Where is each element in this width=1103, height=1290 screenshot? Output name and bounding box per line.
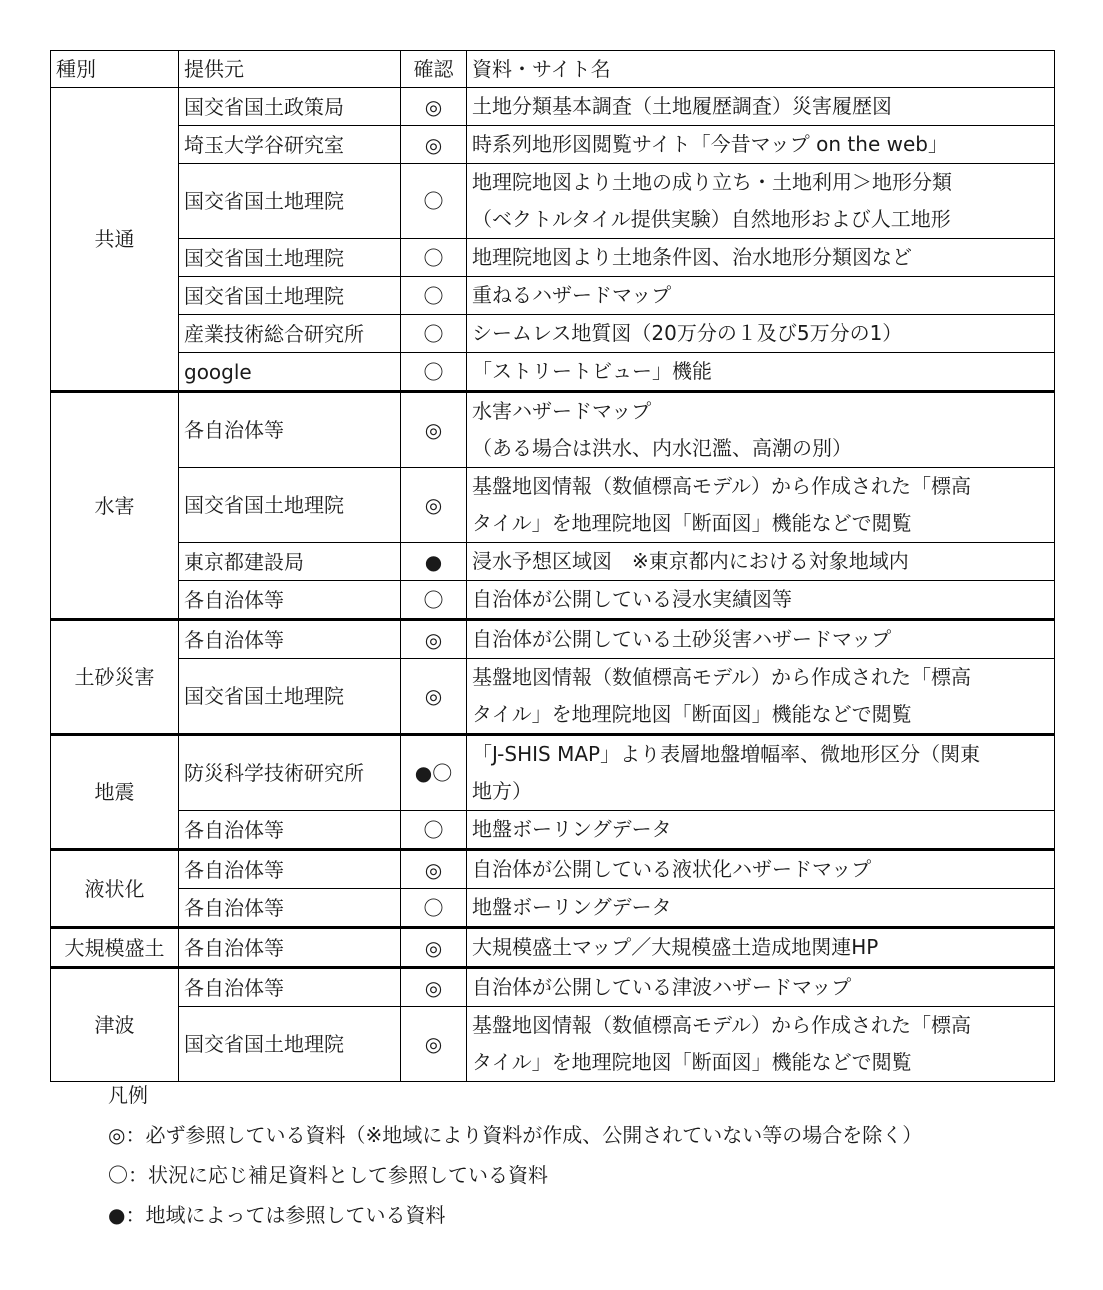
resource-cell [467,620,1055,659]
reference-table-container [50,50,1054,1082]
resource-cell [467,239,1055,277]
table-row [51,277,1055,315]
provider-cell: 各自治体等 [179,928,401,968]
provider-cell: 埼玉大学谷研究室 [179,126,401,164]
resource-line: 自治体が公開している津波ハザードマップ [472,975,852,999]
resource-cell [467,968,1055,1007]
resource-line: 地理院地図より土地の成り立ち・土地利用＞地形分類 [472,170,952,194]
category-cell: 津波 [51,968,179,1082]
resource-line: 自治体が公開している土砂災害ハザードマップ [472,627,892,651]
legend-item-double-circle: ◎：必ず参照している資料（※地域により資料が作成、公開されていない等の場合を除く） [108,1123,923,1147]
resource-line: （ある場合は洪水、内水氾濫、高潮の別） [472,436,852,460]
resource-line: 土地分類基本調査（土地履歴調査）災害履歴図 [472,94,892,118]
resource-line: 自治体が公開している液状化ハザードマップ [472,857,872,881]
resource-line: タイル」を地理院地図「断面図」機能などで閲覧 [472,1050,912,1074]
resource-cell [467,392,1055,468]
resource-cell [467,1007,1055,1082]
legend-title: 凡例 [108,1083,148,1107]
check-mark-cell: ● [401,543,467,581]
legend-item-filled-circle: ●：地域によっては参照している資料 [108,1203,446,1227]
resource-line: 時系列地形図閲覧サイト「今昔マップ on the web」 [472,132,948,156]
category-cell: 液状化 [51,850,179,928]
resource-line: 水害ハザードマップ [472,399,652,423]
table-row [51,735,1055,811]
table-row [51,968,1055,1007]
resource-cell [467,88,1055,126]
table-row [51,581,1055,620]
provider-cell: 産業技術総合研究所 [179,315,401,353]
header-provider: 提供元 [179,51,401,88]
resource-line: 地盤ボーリングデータ [472,895,672,919]
check-mark-cell: 〇 [401,889,467,928]
resource-cell [467,811,1055,850]
resource-cell [467,659,1055,735]
table-row [51,353,1055,392]
resource-cell [467,164,1055,239]
provider-cell: 各自治体等 [179,581,401,620]
legend-item-circle: 〇：状況に応じ補足資料として参照している資料 [108,1163,548,1187]
table-row [51,239,1055,277]
check-mark-cell: 〇 [401,315,467,353]
category-cell: 水害 [51,392,179,620]
table-row [51,928,1055,968]
check-mark-cell: ◎ [401,928,467,968]
provider-cell: 防災科学技術研究所 [179,735,401,811]
check-mark-cell: ◎ [401,392,467,468]
resource-line: 「J-SHIS MAP」より表層地盤増幅率、微地形区分（関東 [472,742,981,766]
check-mark-cell: ◎ [401,850,467,889]
check-mark-cell: 〇 [401,277,467,315]
provider-cell: 国交省国土地理院 [179,659,401,735]
resource-cell [467,315,1055,353]
table-row [51,543,1055,581]
table-row [51,850,1055,889]
provider-cell: 国交省国土地理院 [179,277,401,315]
provider-cell: 東京都建設局 [179,543,401,581]
provider-cell: 国交省国土地理院 [179,468,401,543]
check-mark-cell: ◎ [401,468,467,543]
legend [108,1075,922,1235]
check-mark-cell: ◎ [401,1007,467,1082]
reference-table [50,50,1055,1082]
provider-cell: 各自治体等 [179,392,401,468]
resource-line: 基盤地図情報（数値標高モデル）から作成された「標高 [472,474,971,498]
resource-line: 地理院地図より土地条件図、治水地形分類図など [472,245,912,269]
resource-line: 基盤地図情報（数値標高モデル）から作成された「標高 [472,1013,971,1037]
provider-cell: 各自治体等 [179,968,401,1007]
resource-line: タイル」を地理院地図「断面図」機能などで閲覧 [472,702,912,726]
provider-cell: 国交省国土地理院 [179,164,401,239]
resource-line: 地盤ボーリングデータ [472,817,672,841]
resource-cell [467,928,1055,968]
check-mark-cell: 〇 [401,581,467,620]
provider-cell: 各自治体等 [179,889,401,928]
provider-cell: 国交省国土政策局 [179,88,401,126]
resource-cell [467,353,1055,392]
resource-line: 大規模盛土マップ／大規模盛土造成地関連HP [472,935,879,959]
resource-line: 「ストリートビュー」機能 [472,359,712,383]
provider-cell: 国交省国土地理院 [179,1007,401,1082]
table-row [51,88,1055,126]
resource-line: （ベクトルタイル提供実験）自然地形および人工地形 [472,207,951,231]
resource-line: シームレス地質図（20万分の１及び5万分の1） [472,321,903,345]
table-row [51,889,1055,928]
check-mark-cell: ◎ [401,659,467,735]
resource-cell [467,126,1055,164]
table-row [51,126,1055,164]
resource-line: 地方） [472,779,532,803]
table-row [51,659,1055,735]
category-cell: 共通 [51,88,179,392]
check-mark-cell: ◎ [401,88,467,126]
provider-cell: 各自治体等 [179,620,401,659]
resource-line: 自治体が公開している浸水実績図等 [472,587,792,611]
resource-cell [467,277,1055,315]
table-row [51,620,1055,659]
provider-cell: 国交省国土地理院 [179,239,401,277]
check-mark-cell: ◎ [401,126,467,164]
table-row [51,164,1055,239]
resource-cell [467,468,1055,543]
table-row [51,811,1055,850]
provider-cell: google [179,353,401,392]
check-mark-cell: 〇 [401,239,467,277]
resource-cell [467,581,1055,620]
resource-cell [467,889,1055,928]
check-mark-cell: ◎ [401,620,467,659]
provider-cell: 各自治体等 [179,850,401,889]
header-category: 種別 [51,51,179,88]
table-row [51,392,1055,468]
check-mark-cell: 〇 [401,811,467,850]
resource-line: 浸水予想区域図 ※東京都内における対象地域内 [472,549,909,573]
provider-cell: 各自治体等 [179,811,401,850]
resource-line: タイル」を地理院地図「断面図」機能などで閲覧 [472,511,912,535]
resource-cell [467,543,1055,581]
category-cell: 地震 [51,735,179,850]
table-row [51,315,1055,353]
resource-cell [467,735,1055,811]
table-row [51,1007,1055,1082]
header-check: 確認 [401,51,467,88]
resource-cell [467,850,1055,889]
table-row [51,468,1055,543]
check-mark-cell: 〇 [401,353,467,392]
resource-line: 重ねるハザードマップ [472,283,672,307]
check-mark-cell: ●〇 [401,735,467,811]
category-cell: 大規模盛土 [51,928,179,968]
check-mark-cell: ◎ [401,968,467,1007]
category-cell: 土砂災害 [51,620,179,735]
header-resource: 資料・サイト名 [467,51,1055,88]
resource-line: 基盤地図情報（数値標高モデル）から作成された「標高 [472,665,971,689]
check-mark-cell: 〇 [401,164,467,239]
table-header-row [51,51,1055,88]
